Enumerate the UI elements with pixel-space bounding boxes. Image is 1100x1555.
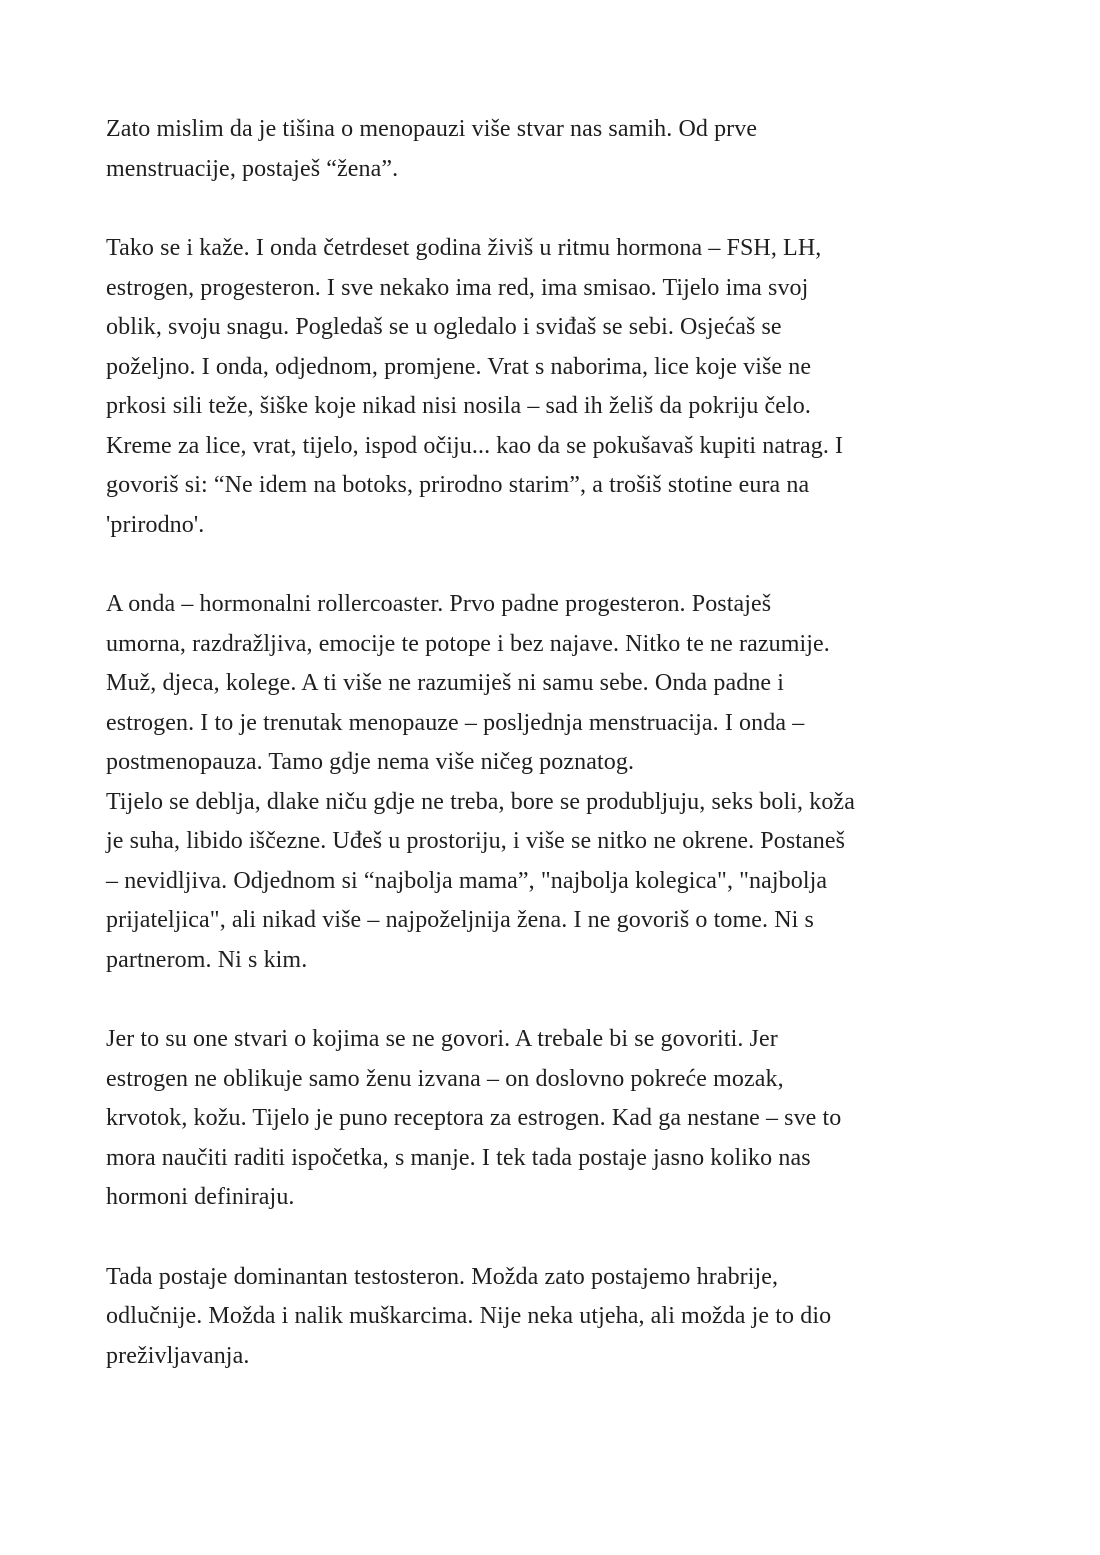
text-line: Muž, djeca, kolege. A ti više ne razumiješ ni samu sebe. Onda padne i	[106, 670, 785, 696]
text-line: Kreme za lice, vrat, tijelo, ispod očiju... kao da se pokušavaš kupiti natrag. I	[106, 432, 844, 459]
text-line: preživljavanja.	[106, 1342, 250, 1369]
text-line: oblik, svoju snagu. Pogledaš se u ogledalo i sviđaš se sebi. Osjećaš se	[106, 314, 782, 340]
text-line: Tako se i kaže. I onda četrdeset godina živiš u ritmu hormona – FSH, LH,	[106, 235, 822, 261]
text-line: Jer to su one stvari o kojima se ne govori. A trebale bi se govoriti. Jer	[106, 1026, 778, 1052]
text-line: menstruacije, postaješ “žena”.	[106, 155, 399, 182]
text-line: umorna, razdražljiva, emocije te potope i bez najave. Nitko te ne razumije.	[106, 630, 830, 657]
text-line: krvotok, kožu. Tijelo je puno receptora za estrogen. Kad ga nestane – sve to	[106, 1105, 842, 1131]
paragraph	[106, 585, 1040, 980]
text-line: – nevidljiva. Odjednom si “najbolja mama”, "najbolja kolegica", "najbolja	[106, 867, 828, 894]
text-line: estrogen ne oblikuje samo ženu izvana – on doslovno pokreće mozak,	[106, 1065, 784, 1092]
text-line: je suha, libido iščezne. Uđeš u prostoriju, i više se nitko ne okrene. Postaneš	[106, 828, 846, 854]
text-line: odlučnije. Možda i nalik muškarcima. Nije neka utjeha, ali možda je to dio	[106, 1303, 832, 1329]
text-line: partnerom. Ni s kim.	[106, 946, 308, 973]
text-line: poželjno. I onda, odjednom, promjene. Vrat s naborima, lice koje više ne	[106, 353, 812, 380]
text-line: A onda – hormonalni rollercoaster. Prvo padne progesteron. Postaješ	[106, 591, 772, 617]
text-line: hormoni definiraju.	[106, 1184, 295, 1210]
text-line: estrogen, progesteron. I sve nekako ima red, ima smisao. Tijelo ima svoj	[106, 274, 809, 301]
text-line: govoriš si: “Ne idem na botoks, prirodno starim”, a trošiš stotine eura na	[106, 472, 810, 498]
text-line: mora naučiti raditi ispočetka, s manje. I tek tada postaje jasno koliko nas	[106, 1144, 811, 1171]
text-line: prkosi sili teže, šiške koje nikad nisi nosila – sad ih želiš da pokriju čelo.	[106, 393, 812, 419]
paragraph	[106, 1020, 1040, 1218]
document-body	[106, 110, 1040, 1416]
text-line: postmenopauza. Tamo gdje nema više ničeg poznatog.	[106, 749, 635, 775]
text-line: prijateljica", ali nikad više – najpoželjnija žena. I ne govoriš o tome. Ni s	[106, 907, 814, 933]
text-line: Zato mislim da je tišina o menopauzi više stvar nas samih. Od prve	[106, 116, 758, 142]
paragraph	[106, 110, 1040, 189]
text-line: Tada postaje dominantan testosteron. Možda zato postajemo hrabrije,	[106, 1263, 779, 1290]
paragraph	[106, 229, 1040, 545]
paragraph	[106, 1258, 1040, 1377]
text-line: 'prirodno'.	[106, 511, 205, 538]
text-line: Tijelo se deblja, dlake niču gdje ne treba, bore se produbljuju, seks boli, koža	[106, 788, 855, 815]
text-line: estrogen. I to je trenutak menopauze – posljednja menstruacija. I onda –	[106, 709, 805, 736]
